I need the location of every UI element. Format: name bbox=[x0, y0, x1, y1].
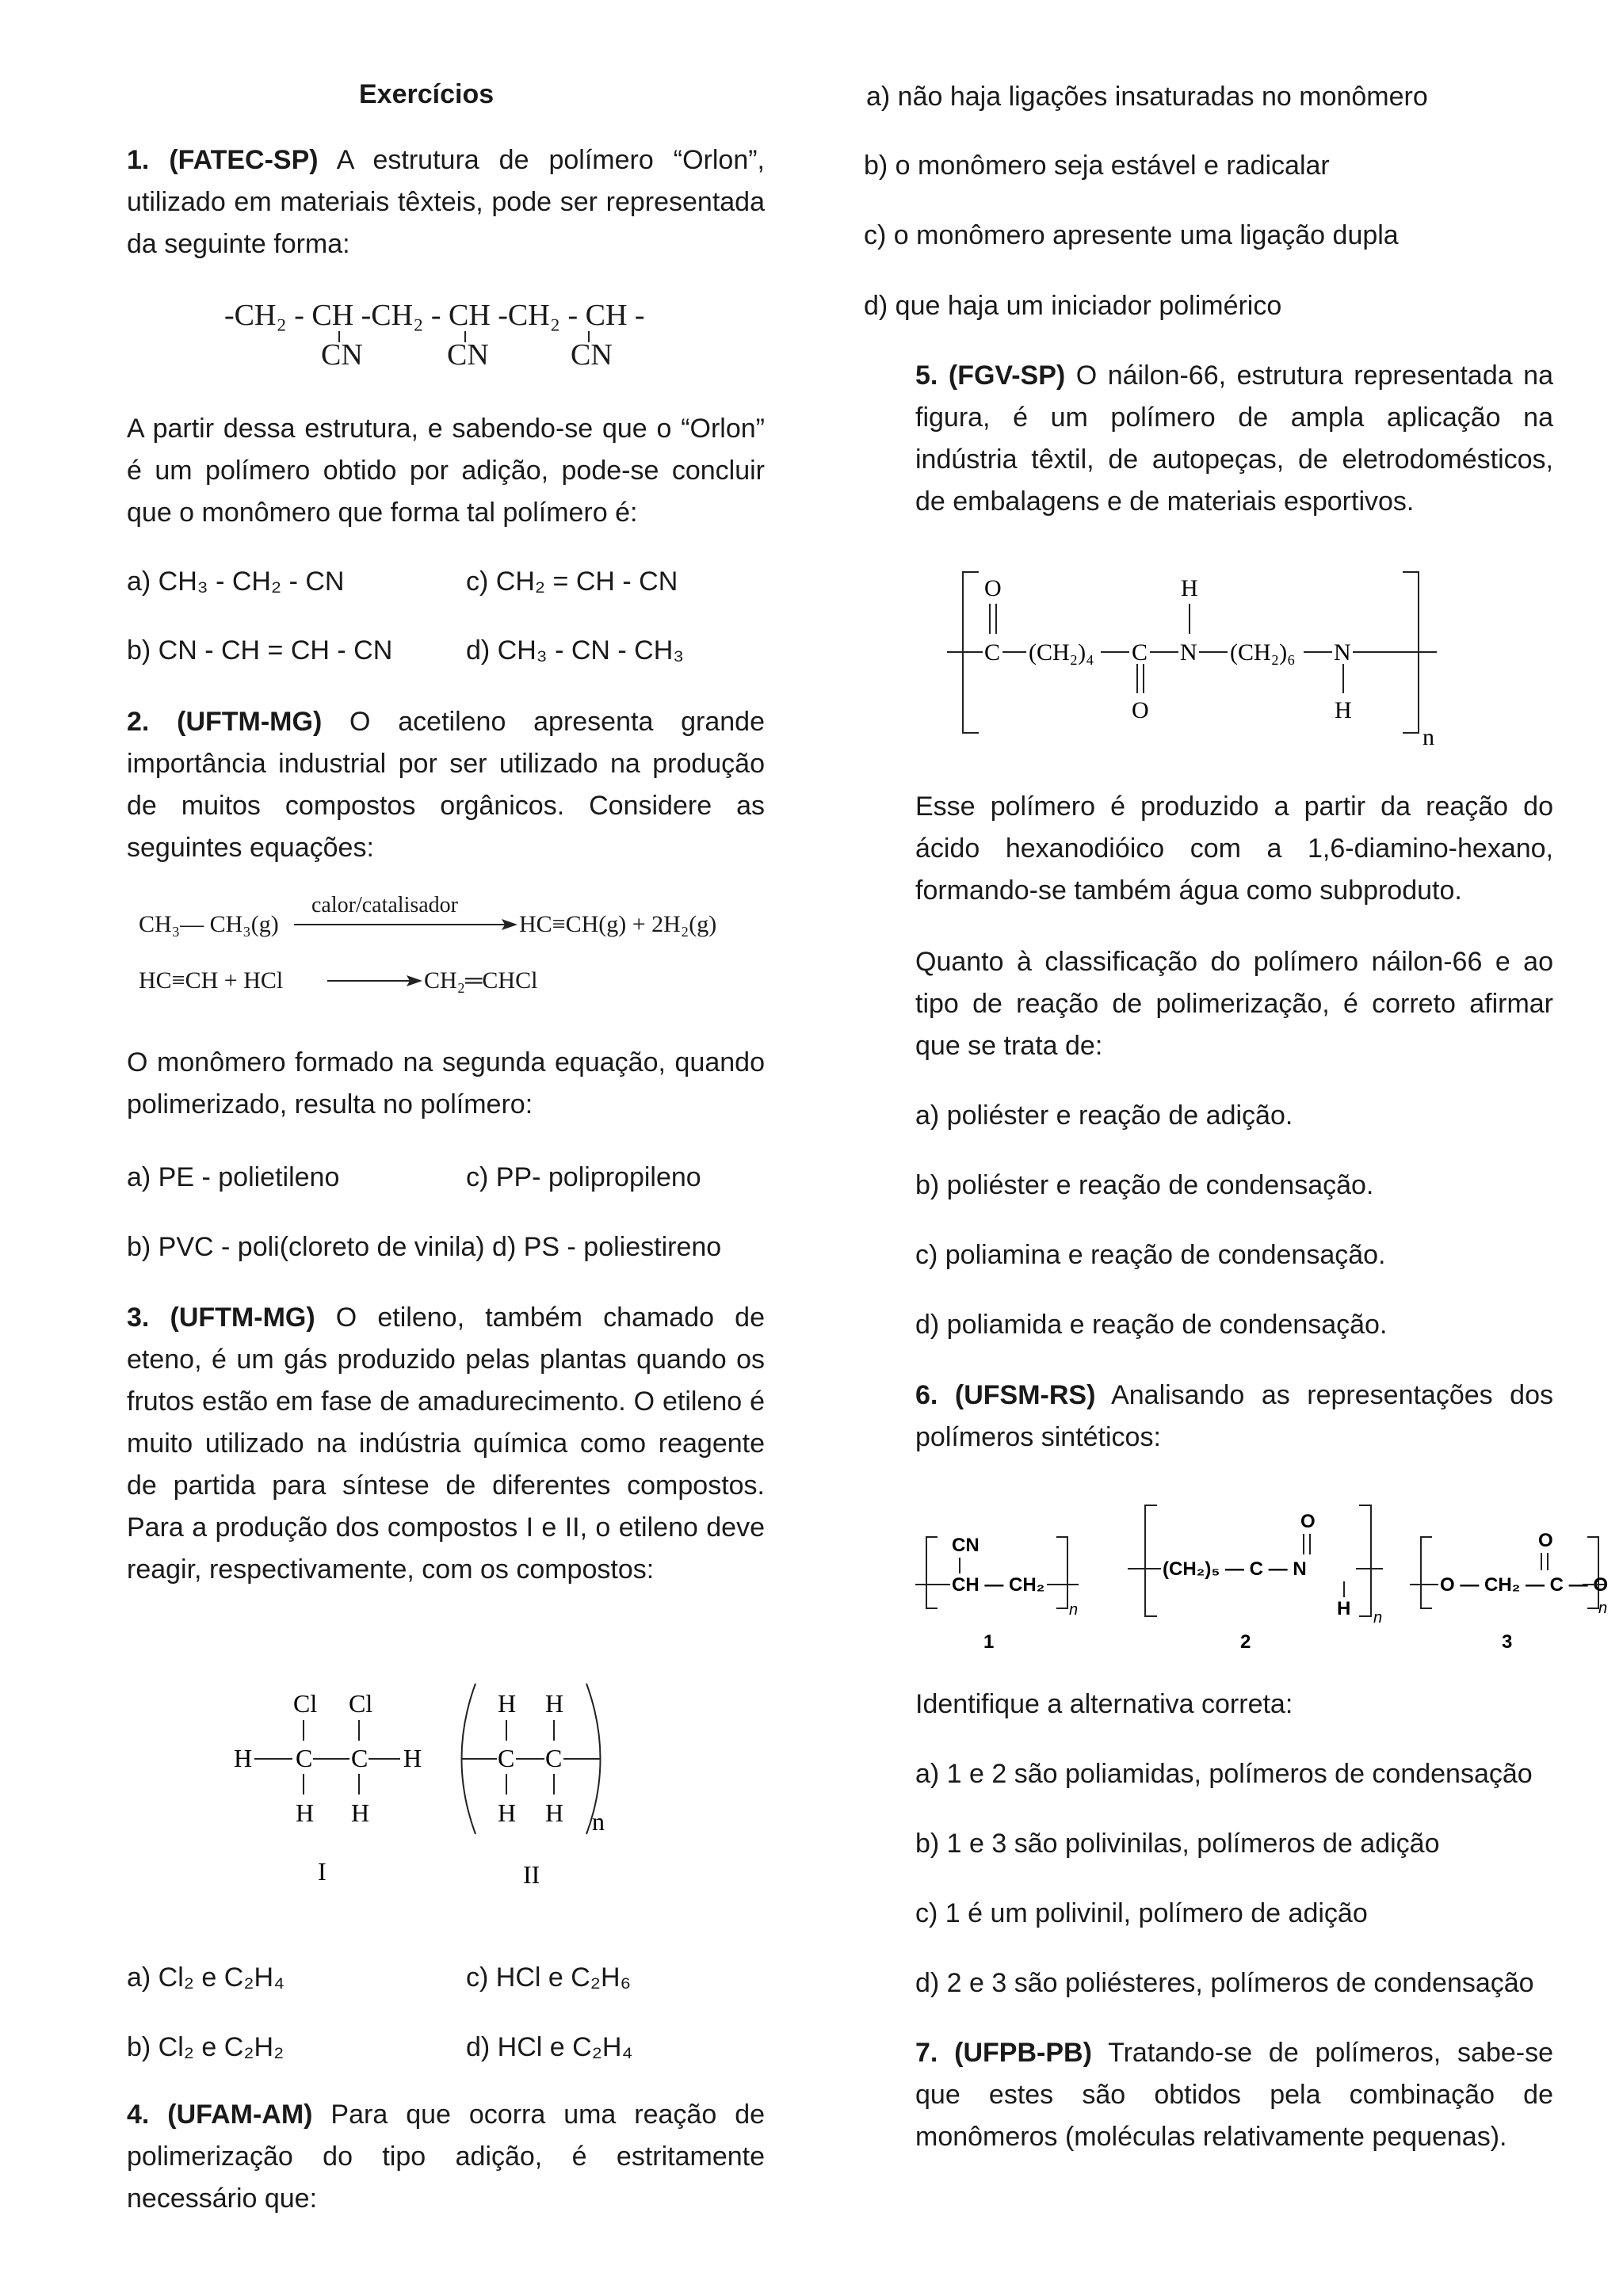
q1-structure-chain: -CH₂ - CH -CH₂ - CH -CH₂ - CH - bbox=[224, 299, 645, 332]
q7-statement: 7. (UFPB-PB) Tratando-se de polímeros, sabe-se que estes são obtidos pela combinação de monômeros (moléculas relativamente pequenas). bbox=[915, 2038, 1553, 2152]
q3-label-I: I bbox=[318, 1857, 327, 1886]
q2-eq1-product: HC≡CH(g) + 2H₂(g) bbox=[519, 911, 717, 937]
q3-I-h-bottom-1: H bbox=[296, 1798, 315, 1827]
q6-s1-label: 1 bbox=[983, 1631, 995, 1653]
q3-II-c2: C bbox=[545, 1744, 563, 1772]
q3-label-II: II bbox=[523, 1860, 540, 1889]
q3-II-h-top-1: H bbox=[498, 1689, 517, 1718]
q6-option-c[interactable]: c) 1 é um polivinil, polímero de adição bbox=[915, 1898, 1368, 1928]
q3-II-h-top-2: H bbox=[545, 1689, 564, 1718]
q1-group-1: CN bbox=[321, 338, 363, 372]
q4-statement: 4. (UFAM-AM) Para que ocorra uma reação de polimerização do tipo adição, é estritamente necessário que: bbox=[127, 2100, 766, 2214]
q4-option-d[interactable]: d) que haja um iniciador polimérico bbox=[864, 291, 1282, 321]
q5-statement: 5. (FGV-SP) O náilon-66, estrutura representada na figura, é um polímero de ampla aplicação na indústria têxtil, de autopeças, de eletrodomésticos, de embalagens e de materiais esportivos. bbox=[915, 360, 1554, 517]
q1-statement: 1. (FATEC-SP) A estrutura de polímero “Orlon”, utilizado em materiais têxteis, pode ser representada da seguinte forma: bbox=[127, 145, 765, 259]
q6-statement: 6. (UFSM-RS) Analisando as representações dos polímeros sintéticos: bbox=[915, 1380, 1554, 1452]
q2-equations bbox=[139, 895, 765, 1014]
q5-heading: 5. (FGV-SP) bbox=[915, 360, 1066, 391]
q5-ch2-4: (CH₂)₄ bbox=[1029, 639, 1094, 666]
page-title: Exercícios bbox=[359, 79, 495, 109]
q1-heading: 1. (FATEC-SP) bbox=[127, 145, 319, 175]
q3-option-c[interactable]: c) HCl e C₂H₆ bbox=[466, 1962, 632, 1993]
q1-structure bbox=[224, 295, 668, 382]
q4-option-a[interactable]: a) não haja ligações insaturadas no monômero bbox=[866, 82, 1428, 112]
q5-o2: O bbox=[1132, 697, 1149, 723]
q3-I-h-bottom-2: H bbox=[351, 1798, 370, 1827]
q5-c2: C bbox=[1132, 639, 1148, 666]
q4-option-c[interactable]: c) o monômero apresente uma ligação dupla bbox=[864, 220, 1399, 250]
q6-intro: Identifique a alternativa correta: bbox=[915, 1689, 1293, 1719]
q3-I-c2: C bbox=[351, 1744, 369, 1772]
q5-h2: H bbox=[1335, 697, 1352, 723]
q6-s2-h: H bbox=[1337, 1598, 1351, 1619]
q4-option-b[interactable]: b) o monômero seja estável e radicalar bbox=[864, 151, 1330, 181]
q5-text-2: Esse polímero é produzido a partir da reação do ácido hexanodióico com a 1,6-diamino-hexano, formando-se também água como subproduto. bbox=[915, 791, 1553, 906]
q3-option-a[interactable]: a) Cl₂ e C₂H₄ bbox=[127, 1962, 285, 1993]
q6-s1-n: n bbox=[1069, 1601, 1079, 1619]
q5-c1: C bbox=[984, 639, 1001, 666]
q2-eq2-reactant: HC≡CH + HCl bbox=[139, 967, 284, 994]
q5-question: Quanto à classificação do polímero náilon-66 e ao tipo de reação de polimerização, é correto afirmar que se trata de: bbox=[915, 947, 1553, 1061]
q6-s3-n: n bbox=[1598, 1600, 1608, 1617]
q5-option-a[interactable]: a) poliéster e reação de adição. bbox=[915, 1100, 1293, 1131]
q6-structure-3 bbox=[1410, 1530, 1608, 1653]
q5-nylon-structure bbox=[947, 563, 1518, 761]
q6-heading: 6. (UFSM-RS) bbox=[915, 1380, 1096, 1410]
q3-II-subscript-n: n bbox=[592, 1807, 605, 1836]
q5-o1: O bbox=[984, 575, 1002, 601]
q6-s1-chain: CH — CH₂ bbox=[952, 1574, 1045, 1596]
q3-I-h-right: H bbox=[403, 1744, 422, 1772]
q3-option-b[interactable]: b) Cl₂ e C₂H₂ bbox=[127, 2032, 285, 2062]
q3-compound-II bbox=[462, 1684, 605, 1889]
q3-I-h-left: H bbox=[234, 1744, 253, 1772]
q2-statement: 2. (UFTM-MG) O acetileno apresenta grande importância industrial por ser utilizado na produção de muitos compostos orgânicos. Considere as seguintes equações: bbox=[127, 707, 765, 863]
q6-option-b[interactable]: b) 1 e 3 são polivinilas, polímeros de adição bbox=[915, 1829, 1440, 1859]
q2-heading: 2. (UFTM-MG) bbox=[127, 707, 323, 737]
q5-n1: N bbox=[1180, 639, 1197, 666]
q6-s1-cn: CN bbox=[952, 1535, 980, 1556]
q6-option-a[interactable]: a) 1 e 2 são poliamidas, polímeros de condensação bbox=[915, 1759, 1533, 1789]
q5-option-c[interactable]: c) poliamina e reação de condensação. bbox=[915, 1240, 1386, 1270]
q6-s2-label: 2 bbox=[1240, 1631, 1251, 1653]
q1-option-b[interactable]: b) CN - CH = CH - CN bbox=[127, 635, 393, 666]
q6-structure-1 bbox=[915, 1535, 1079, 1653]
q2-option-b-d[interactable]: b) PVC - poli(cloreto de vinila) d) PS - poliestireno bbox=[127, 1232, 722, 1262]
q3-II-h-bottom-2: H bbox=[545, 1798, 564, 1827]
q1-group-3: CN bbox=[571, 338, 613, 372]
q3-option-d[interactable]: d) HCl e C₂H₄ bbox=[466, 2032, 633, 2062]
q6-structures bbox=[915, 1497, 1609, 1656]
q2-question: O monômero formado na segunda equação, quando polimerizado, resulta no polímero: bbox=[127, 1047, 765, 1119]
q6-s2-n: n bbox=[1373, 1609, 1383, 1627]
q3-statement: 3. (UFTM-MG) O etileno, também chamado de eteno, é um gás produzido pelas plantas quando os frutos estão em fase de amadurecimento. O etileno é muito utilizado na indústria química como reagente de partida para síntese de diferentes compostos. Para a produção dos compostos I e II, o etileno deve reagir, respectivamente, com os compostos: bbox=[127, 1302, 765, 1585]
q3-I-cl1: Cl bbox=[293, 1689, 318, 1718]
q6-structure-2 bbox=[1128, 1505, 1383, 1653]
q2-eq1-reactant: CH₃— CH₃(g) bbox=[139, 911, 279, 937]
q3-heading: 3. (UFTM-MG) bbox=[127, 1302, 315, 1333]
q1-option-d[interactable]: d) CH₃ - CN - CH₃ bbox=[466, 635, 685, 666]
q3-II-h-bottom-1: H bbox=[498, 1798, 517, 1827]
q6-s2-o: O bbox=[1300, 1511, 1316, 1532]
q2-eq2-product: CH₂═CHCl bbox=[424, 967, 538, 994]
q6-s3-label: 3 bbox=[1502, 1631, 1513, 1653]
q5-n2: N bbox=[1334, 639, 1351, 666]
q6-s3-chain: O — CH₂ — C — O bbox=[1440, 1574, 1609, 1596]
q6-option-d[interactable]: d) 2 e 3 são poliésteres, polímeros de condensação bbox=[915, 1968, 1534, 1998]
q1-question: A partir dessa estrutura, e sabendo-se que o “Orlon” é um polímero obtido por adição, pode-se concluir que o monômero que forma tal polímero é: bbox=[127, 414, 765, 528]
q1-option-c[interactable]: c) CH₂ = CH - CN bbox=[466, 566, 678, 597]
q5-option-b[interactable]: b) poliéster e reação de condensação. bbox=[915, 1170, 1374, 1200]
q3-I-cl2: Cl bbox=[349, 1689, 373, 1718]
q6-s2-chain: (CH₂)₅ — C — N bbox=[1163, 1558, 1307, 1580]
q5-ch2-6: (CH₂)₆ bbox=[1230, 639, 1296, 666]
q2-arrows bbox=[139, 895, 765, 1014]
q3-compound-I bbox=[234, 1689, 422, 1886]
q5-subscript-n: n bbox=[1423, 724, 1434, 750]
q6-s3-o: O bbox=[1538, 1530, 1553, 1551]
q2-eq1-condition: calor/catalisador bbox=[311, 893, 459, 917]
q2-option-a[interactable]: a) PE - polietileno bbox=[127, 1162, 340, 1192]
q3-I-c1: C bbox=[296, 1744, 313, 1772]
q4-heading: 4. (UFAM-AM) bbox=[127, 2100, 313, 2130]
q5-h1: H bbox=[1181, 575, 1198, 601]
q3-II-c1: C bbox=[498, 1744, 515, 1772]
q2-option-c[interactable]: c) PP- polipropileno bbox=[466, 1162, 701, 1192]
q1-option-a[interactable]: a) CH₃ - CH₂ - CN bbox=[127, 566, 345, 597]
q3-structures bbox=[234, 1676, 678, 1905]
q7-heading: 7. (UFPB-PB) bbox=[915, 2038, 1092, 2068]
q5-option-d[interactable]: d) poliamida e reação de condensação. bbox=[915, 1310, 1388, 1340]
q1-group-2: CN bbox=[447, 338, 489, 372]
